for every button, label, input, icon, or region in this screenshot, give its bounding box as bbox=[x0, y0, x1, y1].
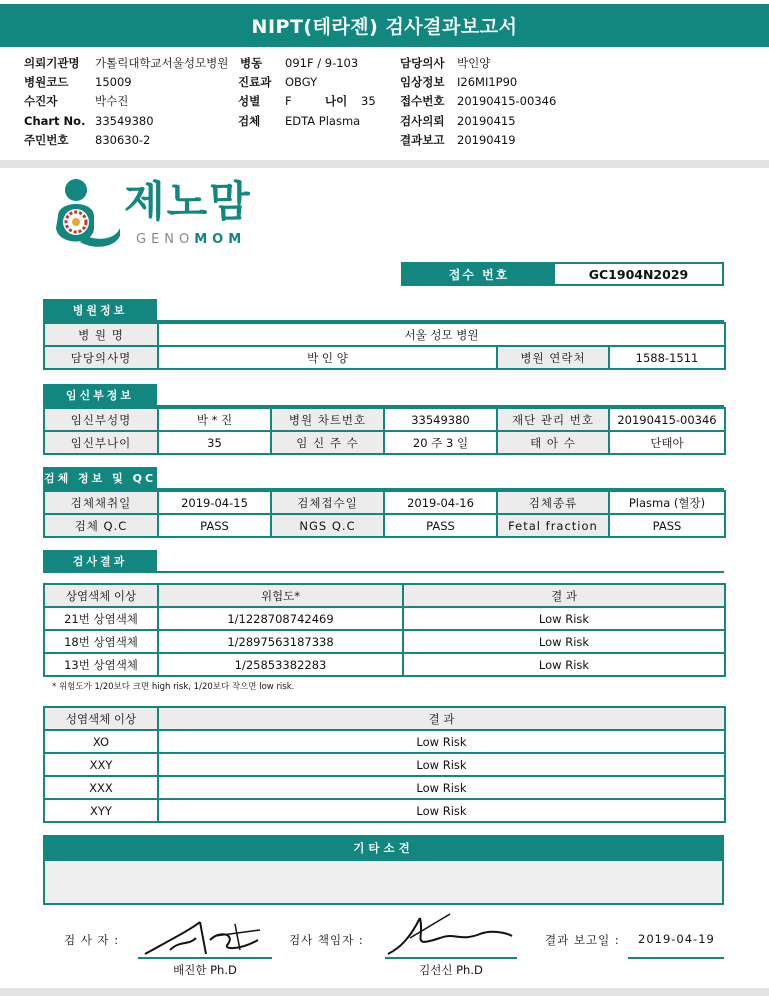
specimen-label: 검체 bbox=[238, 114, 261, 128]
result-value: Low Risk bbox=[158, 776, 725, 799]
logo-emblem-icon bbox=[46, 176, 126, 256]
result-value: Low Risk bbox=[403, 607, 725, 630]
collect-date-label: 검체채취일 bbox=[44, 491, 158, 514]
table-row bbox=[44, 346, 725, 369]
fetal-fraction-value: PASS bbox=[609, 514, 725, 537]
table-row bbox=[44, 491, 725, 514]
hospital-code-label: 병원코드 bbox=[24, 75, 69, 89]
result-value: Low Risk bbox=[158, 799, 725, 822]
genomom-logo bbox=[46, 176, 286, 256]
autosome-results-table bbox=[43, 583, 726, 677]
tester-label: 검 사 자 : bbox=[64, 933, 120, 947]
column-header: 위험도* bbox=[158, 584, 403, 607]
result-value: Low Risk bbox=[403, 653, 725, 676]
pregnant-age-value: 35 bbox=[158, 431, 271, 454]
doctor-value: 박인양 bbox=[457, 56, 491, 70]
patient-label: 수진자 bbox=[24, 94, 58, 108]
specimen-info-table bbox=[43, 490, 726, 538]
table-row bbox=[44, 607, 725, 630]
receive-date-value: 2019-04-16 bbox=[384, 491, 497, 514]
accession-value: 20190415-00346 bbox=[457, 94, 557, 108]
table-header-row bbox=[44, 707, 725, 730]
gestation-weeks-label: 임 신 주 수 bbox=[271, 431, 384, 454]
contact-label: 병원 연락처 bbox=[497, 346, 609, 369]
gestation-weeks-value: 20 주 3 일 bbox=[384, 431, 497, 454]
table-header-row bbox=[44, 584, 725, 607]
report-date-label: 결과 보고일 : bbox=[545, 933, 620, 947]
supervisor-label: 검사 책임자 : bbox=[289, 933, 364, 947]
fund-number-value: 20190415-00346 bbox=[609, 408, 725, 431]
table-row bbox=[44, 653, 725, 676]
logo-english: GENOMOM bbox=[136, 232, 247, 247]
ward-value: 091F / 9-103 bbox=[285, 56, 359, 70]
dept-value: OBGY bbox=[285, 75, 318, 89]
institution-label: 의뢰기관명 bbox=[24, 56, 80, 70]
section-results: 검사결과 bbox=[43, 550, 157, 572]
age-value: 35 bbox=[361, 94, 376, 108]
specimen-type-value: Plasma (혈장) bbox=[609, 491, 725, 514]
pregnant-age-label: 임신부나이 bbox=[44, 431, 158, 454]
sex-chromosome-name: XO bbox=[44, 730, 158, 753]
column-header: 결 과 bbox=[158, 707, 725, 730]
column-header: 성염색체 이상 bbox=[44, 707, 158, 730]
hospital-name-value: 서울 성모 병원 bbox=[158, 323, 725, 346]
table-row bbox=[44, 323, 725, 346]
autosome-name: 21번 상염색체 bbox=[44, 607, 158, 630]
risk-value: 1/25853382283 bbox=[158, 653, 403, 676]
sex-chromosome-name: XYY bbox=[44, 799, 158, 822]
table-row bbox=[44, 408, 725, 431]
bottom-band bbox=[0, 988, 769, 996]
age-label: 나이 bbox=[325, 94, 348, 108]
receipt-label: 접수 번호 bbox=[403, 264, 555, 284]
receipt-value: GC1904N2029 bbox=[588, 266, 689, 282]
supervisor-name: 김선신 Ph.D bbox=[419, 963, 483, 977]
supervisor-signature-line bbox=[385, 957, 517, 959]
other-comments-body bbox=[43, 861, 724, 905]
autosome-name: 18번 상염색체 bbox=[44, 630, 158, 653]
receipt-number-box bbox=[401, 262, 724, 286]
fetal-fraction-label: Fetal fraction bbox=[497, 514, 609, 537]
sex-chromosome-name: XXX bbox=[44, 776, 158, 799]
tester-name: 배진한 Ph.D bbox=[173, 963, 237, 977]
collect-date-value: 2019-04-15 bbox=[158, 491, 271, 514]
risk-value: 1/2897563187338 bbox=[158, 630, 403, 653]
request-label: 검사의뢰 bbox=[400, 114, 445, 128]
report-label: 결과보고 bbox=[400, 133, 445, 147]
section-specimen-info: 검체 정보 및 QC bbox=[43, 467, 157, 489]
result-value: Low Risk bbox=[403, 630, 725, 653]
clinical-value: I26MI1P90 bbox=[457, 75, 518, 89]
table-row bbox=[44, 776, 725, 799]
tester-signature-line bbox=[138, 957, 272, 959]
patient-value: 박수진 bbox=[95, 94, 129, 108]
pregnant-info-table bbox=[43, 407, 726, 455]
table-row bbox=[44, 730, 725, 753]
institution-value: 가톨릭대학교서울성모병원 bbox=[95, 56, 229, 70]
section-hospital-info: 병원정보 bbox=[43, 299, 157, 321]
logo-korean: 제노맘 bbox=[124, 177, 252, 226]
accession-label: 접수번호 bbox=[400, 94, 445, 108]
report-date-value: 2019-04-19 bbox=[638, 932, 715, 946]
hospital-code-value: 15009 bbox=[95, 75, 132, 89]
column-header: 결 과 bbox=[403, 584, 725, 607]
other-comments-title: 기타소견 bbox=[43, 835, 724, 861]
sex-chromosome-name: XXY bbox=[44, 753, 158, 776]
doctor-label: 담당의사 bbox=[400, 56, 445, 70]
specimen-qc-label: 검체 Q.C bbox=[44, 514, 158, 537]
sex-value: F bbox=[285, 94, 292, 108]
tester-signature-icon bbox=[140, 910, 270, 960]
chart-label: Chart No. bbox=[24, 114, 86, 128]
rrn-value: 830630-2 bbox=[95, 133, 151, 147]
hospital-name-label: 병 원 명 bbox=[44, 323, 158, 346]
risk-footnote: * 위험도가 1/20보다 크면 high risk, 1/20보다 작으면 low risk. bbox=[52, 682, 295, 692]
result-value: Low Risk bbox=[158, 753, 725, 776]
hospital-info-table bbox=[43, 322, 726, 370]
specimen-type-label: 검체종류 bbox=[497, 491, 609, 514]
fund-number-label: 재단 관리 번호 bbox=[497, 408, 609, 431]
doctor-name-label: 담당의사명 bbox=[44, 346, 158, 369]
clinical-label: 임상정보 bbox=[400, 75, 445, 89]
table-row bbox=[44, 799, 725, 822]
fetus-count-label: 태 아 수 bbox=[497, 431, 609, 454]
report-value: 20190419 bbox=[457, 133, 516, 147]
autosome-name: 13번 상염색체 bbox=[44, 653, 158, 676]
risk-value: 1/1228708742469 bbox=[158, 607, 403, 630]
separator-band bbox=[0, 160, 769, 168]
sex-label: 성별 bbox=[238, 94, 261, 108]
column-header: 상염색체 이상 bbox=[44, 584, 158, 607]
doctor-name-value: 박 인 양 bbox=[158, 346, 497, 369]
specimen-value: EDTA Plasma bbox=[285, 114, 361, 128]
pregnant-name-label: 임신부성명 bbox=[44, 408, 158, 431]
rrn-label: 주민번호 bbox=[24, 133, 69, 147]
hospital-chart-label: 병원 차트번호 bbox=[271, 408, 384, 431]
report-date-line bbox=[628, 957, 724, 959]
table-row bbox=[44, 514, 725, 537]
ward-label: 병동 bbox=[240, 56, 263, 70]
pregnant-name-value: 박 * 진 bbox=[158, 408, 271, 431]
request-value: 20190415 bbox=[457, 114, 516, 128]
chart-value: 33549380 bbox=[95, 114, 154, 128]
specimen-qc-value: PASS bbox=[158, 514, 271, 537]
result-value: Low Risk bbox=[158, 730, 725, 753]
contact-value: 1588-1511 bbox=[609, 346, 725, 369]
dept-label: 진료과 bbox=[238, 75, 272, 89]
ngs-qc-label: NGS Q.C bbox=[271, 514, 384, 537]
section-line bbox=[43, 571, 724, 573]
sex-chromosome-results-table bbox=[43, 706, 726, 823]
supervisor-signature-icon bbox=[380, 908, 520, 958]
hospital-chart-value: 33549380 bbox=[384, 408, 497, 431]
ngs-qc-value: PASS bbox=[384, 514, 497, 537]
table-row bbox=[44, 630, 725, 653]
report-title: NIPT(테라젠) 검사결과보고서 bbox=[0, 4, 769, 47]
section-pregnant-info: 임신부정보 bbox=[43, 384, 157, 406]
table-row bbox=[44, 753, 725, 776]
fetus-count-value: 단태아 bbox=[609, 431, 725, 454]
table-row bbox=[44, 431, 725, 454]
receive-date-label: 검체접수일 bbox=[271, 491, 384, 514]
